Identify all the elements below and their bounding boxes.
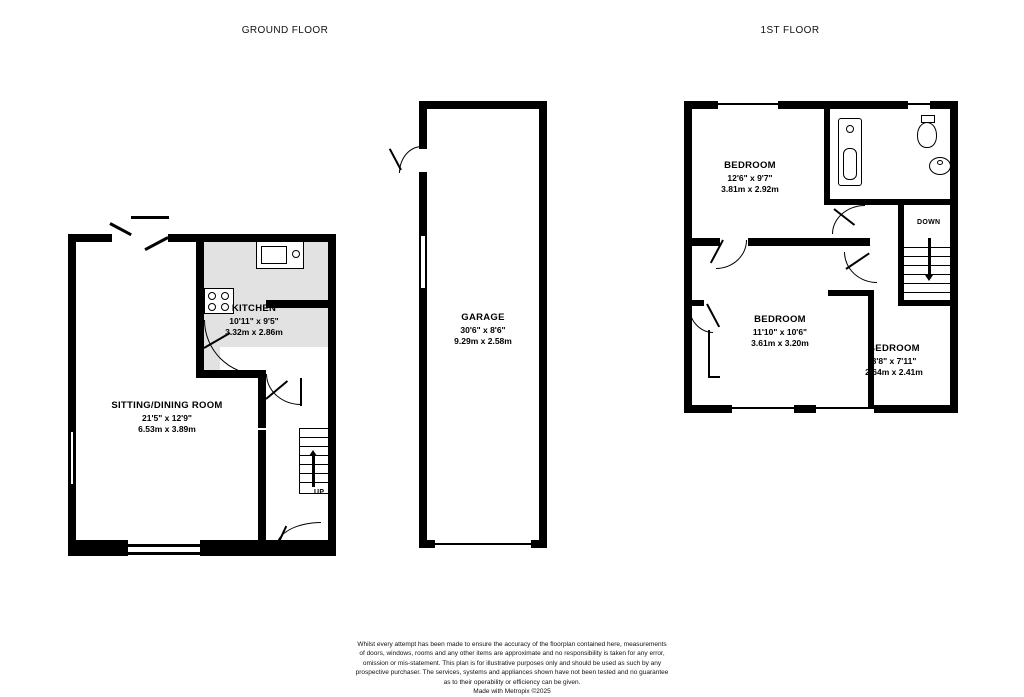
- wall-top-left: [68, 234, 112, 242]
- wall-right-lower: [328, 430, 336, 548]
- bedroom2-imperial: 11'10" x 10'6": [752, 326, 808, 337]
- kitchen-label: [189, 303, 319, 339]
- disclaimer-line-1: Whilst every attempt has been made to ensure the accuracy of the floorplan contained here, measurements: [357, 641, 667, 648]
- disclaimer-line-5: as to their operability or efficiency can be given.: [443, 678, 581, 686]
- wall-right-mid: [328, 380, 336, 430]
- wall-kitchen-divider-lower: [196, 362, 204, 378]
- ff-wall-bath-bottom: [824, 199, 954, 205]
- wall-kitchen-divider: [196, 234, 204, 362]
- garage-wall-top: [419, 101, 547, 109]
- kitchen-sink-tap: [292, 250, 300, 258]
- garage-door: [435, 543, 531, 545]
- bedroom3-name: BEDROOM: [868, 343, 920, 354]
- garage-wall-bottom-left: [419, 540, 435, 548]
- ff-wall-bottom-1: [684, 405, 732, 413]
- garage-wall-bottom-right: [531, 540, 547, 548]
- wall-hall-vertical-lower: [258, 430, 266, 548]
- stairs-down-arrow-head: [925, 275, 933, 281]
- stairs-up-arrow-shaft: [312, 455, 315, 487]
- bay-window-top: [131, 216, 169, 219]
- ff-window-top-2: [908, 103, 930, 105]
- door-hall-arc: [266, 374, 301, 405]
- ff-door-bedroom1-arc: [716, 240, 747, 269]
- garage-side-door-arc: [399, 146, 422, 173]
- ff-stair-step-5: [904, 283, 950, 284]
- bedroom1-label: [690, 160, 810, 196]
- door-porch-leaf: [300, 378, 302, 406]
- bedroom2-metric: 3.61m x 3.20m: [751, 338, 809, 349]
- ff-door-bedroom3-arc: [844, 252, 877, 283]
- ff-stair-step-1: [904, 247, 950, 248]
- ff-stair-step-3: [904, 265, 950, 266]
- stairs-up-label: UP: [314, 489, 325, 496]
- wall-right-upper: [328, 234, 336, 380]
- ff-wall-bath-left: [824, 109, 830, 185]
- bathtub-inner: [843, 148, 857, 180]
- first-floor-title: 1ST FLOOR: [760, 25, 820, 36]
- cupboard-line-2: [708, 376, 720, 378]
- garage-name: GARAGE: [461, 312, 505, 323]
- ground-floor-title: GROUND FLOOR: [241, 25, 329, 36]
- wall-top-right: [168, 234, 336, 242]
- bedroom1-metric: 3.81m x 2.92m: [721, 184, 779, 195]
- sitting-dining-imperial: 21'5" x 12'9": [142, 412, 192, 423]
- window-bottom-2: [128, 552, 200, 555]
- kitchen-sink-bowl: [261, 246, 287, 264]
- ff-wall-b1-bottom-b: [748, 238, 870, 246]
- bedroom1-name: BEDROOM: [724, 160, 776, 171]
- disclaimer-line-4: prospective purchaser. The services, systems and appliances shown have not been tested and no guarantee: [355, 669, 669, 677]
- cupboard-line-1: [708, 330, 710, 378]
- ff-wall-top-1: [684, 101, 718, 109]
- disclaimer: [262, 640, 762, 697]
- stair-step-2: [300, 446, 328, 447]
- window-left-pane: [71, 432, 73, 484]
- ff-wall-top-2: [778, 101, 812, 109]
- stairs-down-arrow-shaft: [928, 238, 931, 276]
- ff-window-bottom-2: [816, 407, 874, 409]
- washbasin-tap: [937, 160, 943, 165]
- stair-step-1: [300, 437, 328, 438]
- disclaimer-line-3: omission or mis-statement. This plan is for illustrative purposes only and should be used as such by any: [362, 659, 662, 667]
- kitchen-metric: 3.32m x 2.86m: [225, 327, 283, 338]
- ff-wall-top-3: [812, 101, 908, 109]
- bedroom3-imperial: 8'8" x 7'11": [871, 355, 917, 366]
- toilet: [917, 122, 937, 148]
- toilet-cistern: [921, 115, 935, 123]
- garage-label: [410, 312, 556, 348]
- disclaimer-line-2: of doors, windows, rooms and any other items are approximate and no responsibility is taken for any error,: [359, 650, 665, 658]
- ff-stair-step-6: [904, 292, 950, 293]
- window-bottom-1: [128, 544, 200, 547]
- ff-wall-b1-bottom-a: [684, 238, 720, 246]
- bedroom1-imperial: 12'6" x 9'7": [727, 172, 773, 183]
- kitchen-imperial: 10'11" x 9'5": [229, 315, 279, 326]
- sitting-dining-name: SITTING/DINING ROOM: [111, 400, 223, 411]
- ff-wall-top-4: [930, 101, 958, 109]
- garage-metric: 9.29m x 2.58m: [454, 336, 512, 347]
- ff-window-top-1: [718, 103, 778, 105]
- wall-left-outer: [68, 234, 76, 556]
- bedroom2-name: BEDROOM: [754, 314, 806, 325]
- ff-wall-left: [684, 101, 692, 413]
- sitting-dining-metric: 6.53m x 3.89m: [138, 424, 196, 435]
- bedroom3-metric: 2.64m x 2.41m: [865, 367, 923, 378]
- ff-wall-bottom-2: [794, 405, 816, 413]
- bedroom2-label: [718, 314, 842, 350]
- garage-imperial: 30'6" x 8'6": [460, 324, 506, 335]
- ff-wall-stair-bottom: [898, 300, 954, 306]
- hob-ring-1: [208, 292, 216, 300]
- bay-angle-right: [144, 236, 168, 251]
- stairs-up-arrow-head: [309, 450, 317, 456]
- bedroom3-label: [832, 343, 956, 379]
- ff-window-bottom-1: [732, 407, 794, 409]
- bay-angle-left: [109, 222, 132, 236]
- door-front-arc: [276, 522, 321, 547]
- disclaimer-credit: Made with Metropix ©2025: [473, 688, 551, 696]
- kitchen-name: KITCHEN: [231, 303, 277, 314]
- garage-window-left-pane: [421, 236, 425, 288]
- hob-ring-2: [221, 292, 229, 300]
- garage-wall-left-mid: [419, 172, 427, 234]
- stairs-down-label: DOWN: [917, 219, 941, 226]
- ff-stair-step-2: [904, 256, 950, 257]
- wall-bottom-left: [68, 540, 128, 556]
- bathtub-tap: [846, 125, 854, 133]
- ff-wall-stair-left: [898, 205, 904, 305]
- ff-wall-bottom-3: [874, 405, 958, 413]
- sitting-dining-label: [72, 400, 262, 436]
